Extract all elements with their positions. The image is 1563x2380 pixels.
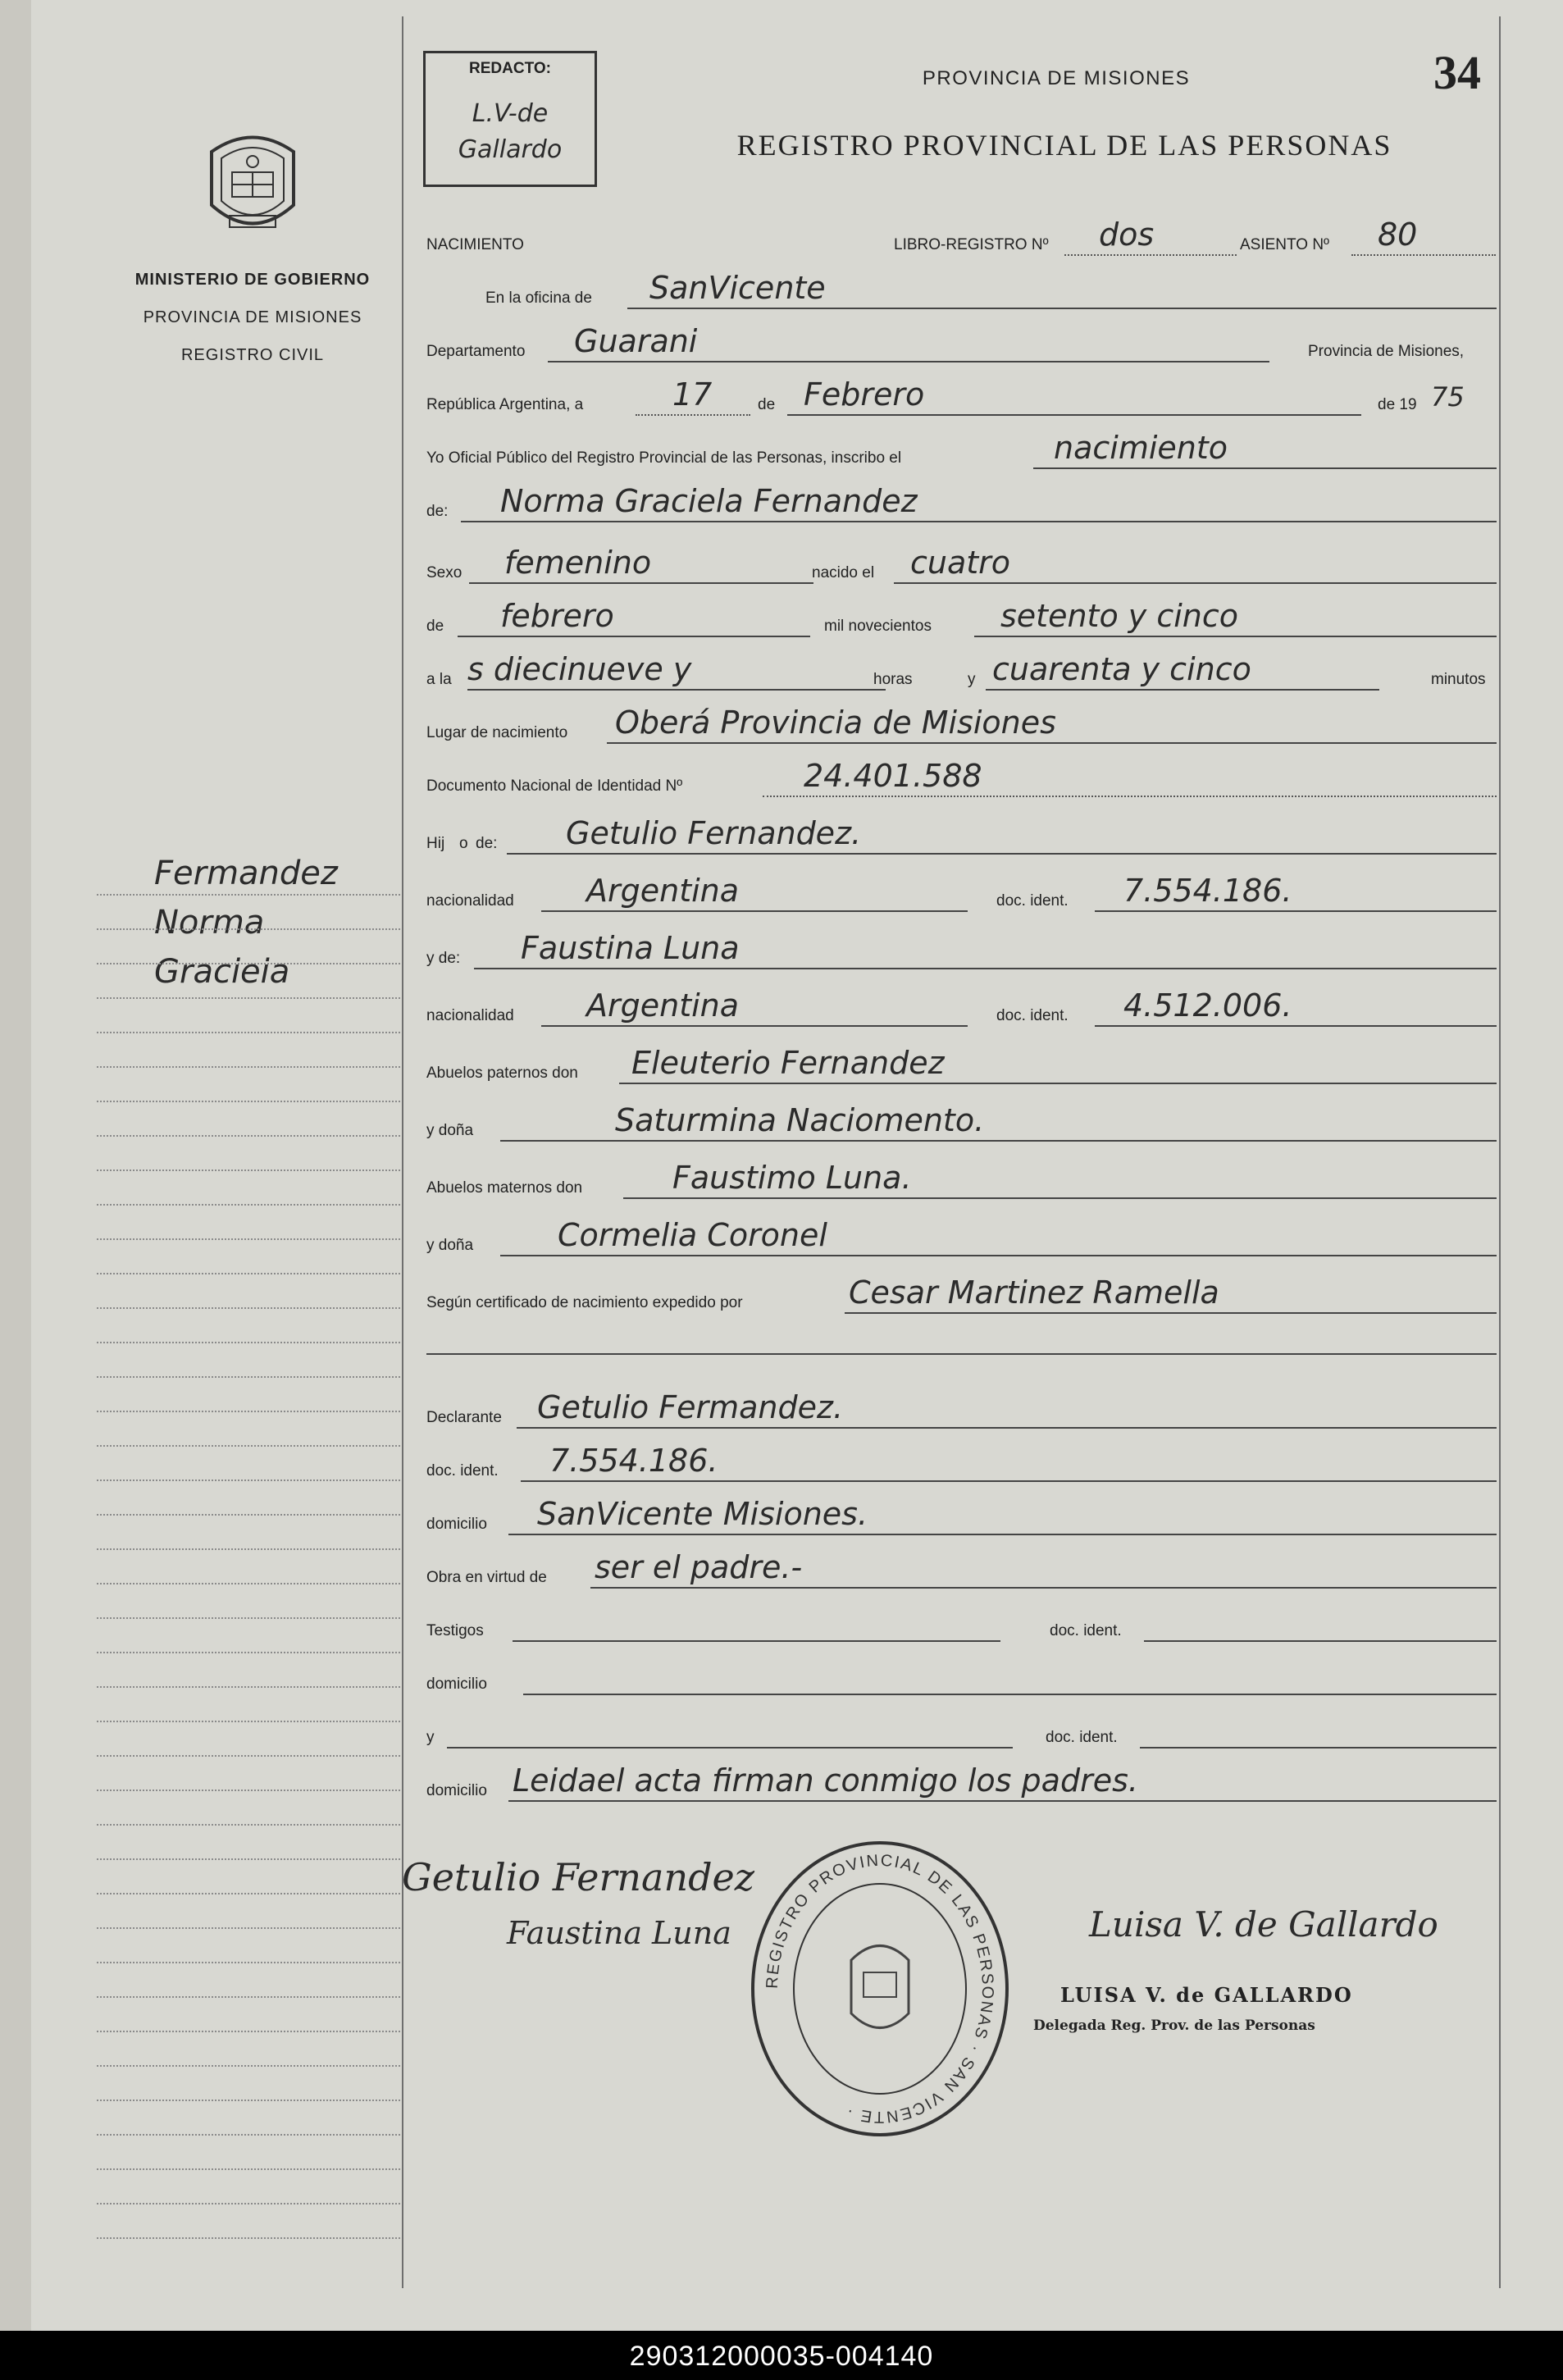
- row-madre: [426, 927, 1497, 976]
- domicilio-value: SanVicente Misiones.: [537, 1496, 868, 1532]
- row-abuela-paterna: [426, 1099, 1497, 1148]
- registry-seal: [745, 1837, 1015, 2141]
- footer-bar: [0, 2331, 1563, 2380]
- margin-ruled-line: [97, 1204, 400, 1206]
- margin-note-surname: Fermandez: [154, 855, 338, 892]
- margin-ruled-line: [97, 1411, 400, 1412]
- margin-ruled-line: [97, 1376, 400, 1378]
- libro-label: LIBRO-REGISTRO Nº: [894, 236, 1049, 253]
- redacto-label: REDACTO:: [469, 60, 551, 77]
- row-sexo: [426, 541, 1497, 590]
- margin-ruled-line: [97, 1858, 400, 1860]
- right-border: [1499, 16, 1501, 2288]
- domicilio-label: domicilio: [426, 1516, 487, 1533]
- row-departamento: [426, 320, 1497, 369]
- minutos-prefix: y: [968, 671, 976, 688]
- officer-stamp-name: LUISA V. de GALLARDO: [1060, 1983, 1353, 2007]
- abuela-pat-value: Saturmina Naciomento.: [615, 1102, 985, 1138]
- asiento-value: 80: [1378, 217, 1418, 253]
- ministry-line-1: MINISTERIO DE GOBIERNO: [134, 271, 371, 289]
- madre-value: Faustina Luna: [521, 930, 740, 966]
- anio-label: de 19: [1378, 396, 1417, 413]
- nacimiento-label: NACIMIENTO: [426, 236, 524, 253]
- margin-ruled-line: [97, 1996, 400, 1998]
- mes-value: Febrero: [804, 376, 925, 413]
- testigos-label: Testigos: [426, 1622, 484, 1639]
- testigos-docident-label: doc. ident.: [1050, 1622, 1122, 1639]
- margin-ruled-line: [97, 1583, 400, 1584]
- padre-value: Getulio Fernandez.: [566, 815, 862, 851]
- nacionalidad-label: nacionalidad: [426, 892, 514, 910]
- nacionalidad-label-2: nacionalidad: [426, 1007, 514, 1024]
- margin-ruled-line: [97, 1032, 400, 1033]
- docident-label-3: doc. ident.: [426, 1462, 499, 1480]
- seal-text: REGISTRO PROVINCIAL DE LAS PERSONAS · SAN VICENTE ·: [763, 1851, 997, 2127]
- margin-ruled-line: [97, 1927, 400, 1929]
- margin-ruled-line: [97, 997, 400, 999]
- hora-value: s diecinueve y: [467, 651, 692, 687]
- padre-nac-value: Argentina: [586, 873, 740, 909]
- de3-label: de: [426, 618, 444, 635]
- svg-text:REGISTRO PROVINCIAL DE LAS PER: [763, 1852, 996, 2126]
- row-madre-nacionalidad: [426, 984, 1497, 1033]
- margin-ruled-line: [97, 1307, 400, 1309]
- margin-ruled-line: [97, 1273, 400, 1274]
- obra-value: ser el padre.-: [595, 1549, 803, 1585]
- abuelos-mat-label: Abuelos maternos don: [426, 1179, 583, 1197]
- lugar-label: Lugar de nacimiento: [426, 724, 568, 741]
- declarante-doc-value: 7.554.186.: [549, 1443, 718, 1479]
- nacido-anio-value: setento y cinco: [1000, 598, 1239, 634]
- margin-ruled-line: [97, 1548, 400, 1550]
- row-final: [426, 1759, 1497, 1808]
- margin-ruled-line: [97, 1686, 400, 1688]
- margin-note-name1: Norma: [154, 904, 265, 942]
- margin-ruled-line: [97, 2134, 400, 2136]
- margin-ruled-line: [97, 1169, 400, 1171]
- row-padre-nacionalidad: [426, 869, 1497, 919]
- row-nacimiento: [426, 213, 1497, 262]
- officer-signature: Luisa V. de Gallardo: [1089, 1904, 1438, 1945]
- abuela-mat-value: Cormelia Coronel: [558, 1217, 827, 1253]
- margin-ruled-line: [97, 2237, 400, 2239]
- mother-signature: Faustina Luna: [507, 1915, 731, 1951]
- de-label: de: [758, 396, 776, 413]
- ydona-label-2: y doña: [426, 1237, 474, 1254]
- sexo-label: Sexo: [426, 564, 463, 581]
- abuelos-pat-label: Abuelos paternos don: [426, 1065, 578, 1082]
- margin-note-name2: Gracieia: [154, 953, 290, 991]
- row-fecha-inscripcion: [426, 373, 1497, 422]
- margin-ruled-line: [97, 2100, 400, 2101]
- margin-ruled-line: [97, 1617, 400, 1619]
- margin-ruled-line: [97, 2065, 400, 2067]
- domicilio-label-3: domicilio: [426, 1782, 487, 1799]
- alas-label: a la: [426, 671, 452, 688]
- row-oficial: [426, 426, 1497, 476]
- lugar-value: Oberá Provincia de Misiones: [615, 704, 1056, 741]
- margin-ruled-line: [97, 1790, 400, 1791]
- row-domicilio: [426, 1493, 1497, 1542]
- row-abuela-materna: [426, 1214, 1497, 1263]
- segun-label: Según certificado de nacimiento expedido por: [426, 1294, 743, 1311]
- document-page: [31, 0, 1563, 2331]
- anio-value: 75: [1431, 381, 1465, 413]
- margin-ruled-line: [97, 2203, 400, 2204]
- ministry-line-3: REGISTRO CIVIL: [180, 346, 325, 364]
- declarante-label: Declarante: [426, 1409, 502, 1426]
- dni-value: 24.401.588: [804, 758, 982, 794]
- province-heading: PROVINCIA DE MISIONES: [922, 67, 1191, 89]
- hijo-de-label: de:: [476, 835, 498, 852]
- asiento-label: ASIENTO Nº: [1240, 236, 1329, 253]
- row-testigos-domicilio: [426, 1653, 1497, 1702]
- margin-ruled-line: [97, 1824, 400, 1826]
- margin-ruled-line: [97, 928, 400, 930]
- ydona-label: y doña: [426, 1122, 474, 1139]
- margin-ruled-line: [97, 2031, 400, 2032]
- document-code: 290312000035-004140: [629, 2341, 934, 2372]
- dia-value: 17: [672, 376, 713, 413]
- margin-ruled-line: [97, 1514, 400, 1516]
- row-certificado-blank: [426, 1312, 1497, 1361]
- horas-label: horas: [873, 671, 913, 688]
- acto-value: nacimiento: [1054, 430, 1228, 466]
- father-signature: Getulio Fernandez: [402, 1855, 755, 1899]
- row-fecha-nacimiento: [426, 595, 1497, 644]
- margin-ruled-line: [97, 894, 400, 896]
- mil-label: mil novecientos: [824, 618, 932, 635]
- margin-ruled-line: [97, 1135, 400, 1137]
- row-declarante-doc: [426, 1439, 1497, 1489]
- docident-label: doc. ident.: [996, 892, 1069, 910]
- hijo-suffix: o: [459, 835, 468, 852]
- margin-ruled-line: [97, 1101, 400, 1102]
- redacto-handwritten: L.V-de Gallardo: [458, 99, 563, 164]
- departamento-label: Departamento: [426, 343, 526, 360]
- de2-label: de:: [426, 503, 449, 520]
- y-label: y: [426, 1729, 435, 1746]
- oficial-label: Yo Oficial Público del Registro Provincial de las Personas, inscribo el: [426, 449, 902, 467]
- nacido-label: nacido el: [812, 564, 875, 581]
- ministry-line-2: PROVINCIA DE MISIONES: [143, 308, 362, 326]
- page-number: 34: [1433, 46, 1481, 99]
- domicilio-label-2: domicilio: [426, 1676, 487, 1693]
- departamento-value: Guarani: [574, 323, 698, 359]
- row-declarante: [426, 1386, 1497, 1435]
- republica-label: República Argentina, a: [426, 396, 584, 413]
- row-obra: [426, 1546, 1497, 1595]
- row-testigo-2: [426, 1706, 1497, 1755]
- margin-ruled-line: [97, 963, 400, 964]
- officer-stamp-role: Delegada Reg. Prov. de las Personas: [1033, 2018, 1315, 2034]
- margin-ruled-line: [97, 1238, 400, 1240]
- row-oficina: [426, 267, 1497, 316]
- madre-nac-value: Argentina: [586, 987, 740, 1024]
- yde-label: y de:: [426, 950, 461, 967]
- nacido-value: cuatro: [910, 545, 1011, 581]
- abuelo-mat-value: Faustimo Luna.: [672, 1160, 912, 1196]
- declarante-value: Getulio Fermandez.: [537, 1389, 844, 1425]
- margin-ruled-line: [97, 1066, 400, 1068]
- sexo-value: femenino: [504, 545, 652, 581]
- registry-heading: REGISTRO PROVINCIAL DE LAS PERSONAS: [736, 129, 1392, 162]
- row-dni: [426, 755, 1497, 804]
- dni-label: Documento Nacional de Identidad Nº: [426, 777, 683, 795]
- row-padre: [426, 812, 1497, 861]
- margin-ruled-line: [97, 1755, 400, 1757]
- oficina-value: SanVicente: [649, 270, 826, 306]
- redacto-box: [423, 51, 597, 187]
- margin-ruled-line: [97, 2168, 400, 2170]
- margin-ruled-line: [97, 1721, 400, 1722]
- margin-ruled-line: [97, 1652, 400, 1653]
- abuelo-pat-value: Eleuterio Fernandez: [631, 1045, 945, 1081]
- margin-ruled-line: [97, 1893, 400, 1894]
- row-testigos: [426, 1599, 1497, 1648]
- nacido-mes-value: febrero: [500, 598, 614, 634]
- margin-ruled-line: [97, 1445, 400, 1447]
- row-hora: [426, 648, 1497, 697]
- final-value: Leidael acta firman conmigo los padres.: [513, 1762, 1138, 1799]
- docident-label-2: doc. ident.: [996, 1007, 1069, 1024]
- margin-ruled-line: [97, 1342, 400, 1343]
- provincia-label: Provincia de Misiones,: [1308, 343, 1465, 360]
- padre-doc-value: 7.554.186.: [1123, 873, 1292, 909]
- book-edge: [0, 0, 33, 2331]
- minutos-label: minutos: [1431, 671, 1486, 688]
- margin-ruled-line: [97, 1962, 400, 1963]
- row-nombre: [426, 480, 1497, 529]
- hijo-label: Hij: [426, 835, 445, 852]
- libro-value: dos: [1099, 217, 1155, 253]
- certificado-value: Cesar Martinez Ramella: [849, 1274, 1219, 1311]
- row-lugar: [426, 701, 1497, 750]
- madre-doc-value: 4.512.006.: [1123, 987, 1292, 1024]
- row-abuelo-materno: [426, 1156, 1497, 1206]
- obra-label: Obra en virtud de: [426, 1569, 547, 1586]
- coat-of-arms-icon: [195, 127, 310, 242]
- minutos-value: cuarenta y cinco: [992, 651, 1251, 687]
- oficina-label: En la oficina de: [485, 290, 592, 307]
- testigo2-docident-label: doc. ident.: [1046, 1729, 1118, 1746]
- row-abuelo-paterno: [426, 1042, 1497, 1091]
- nombre-value: Norma Graciela Fernandez: [500, 483, 918, 519]
- margin-ruled-line: [97, 1480, 400, 1481]
